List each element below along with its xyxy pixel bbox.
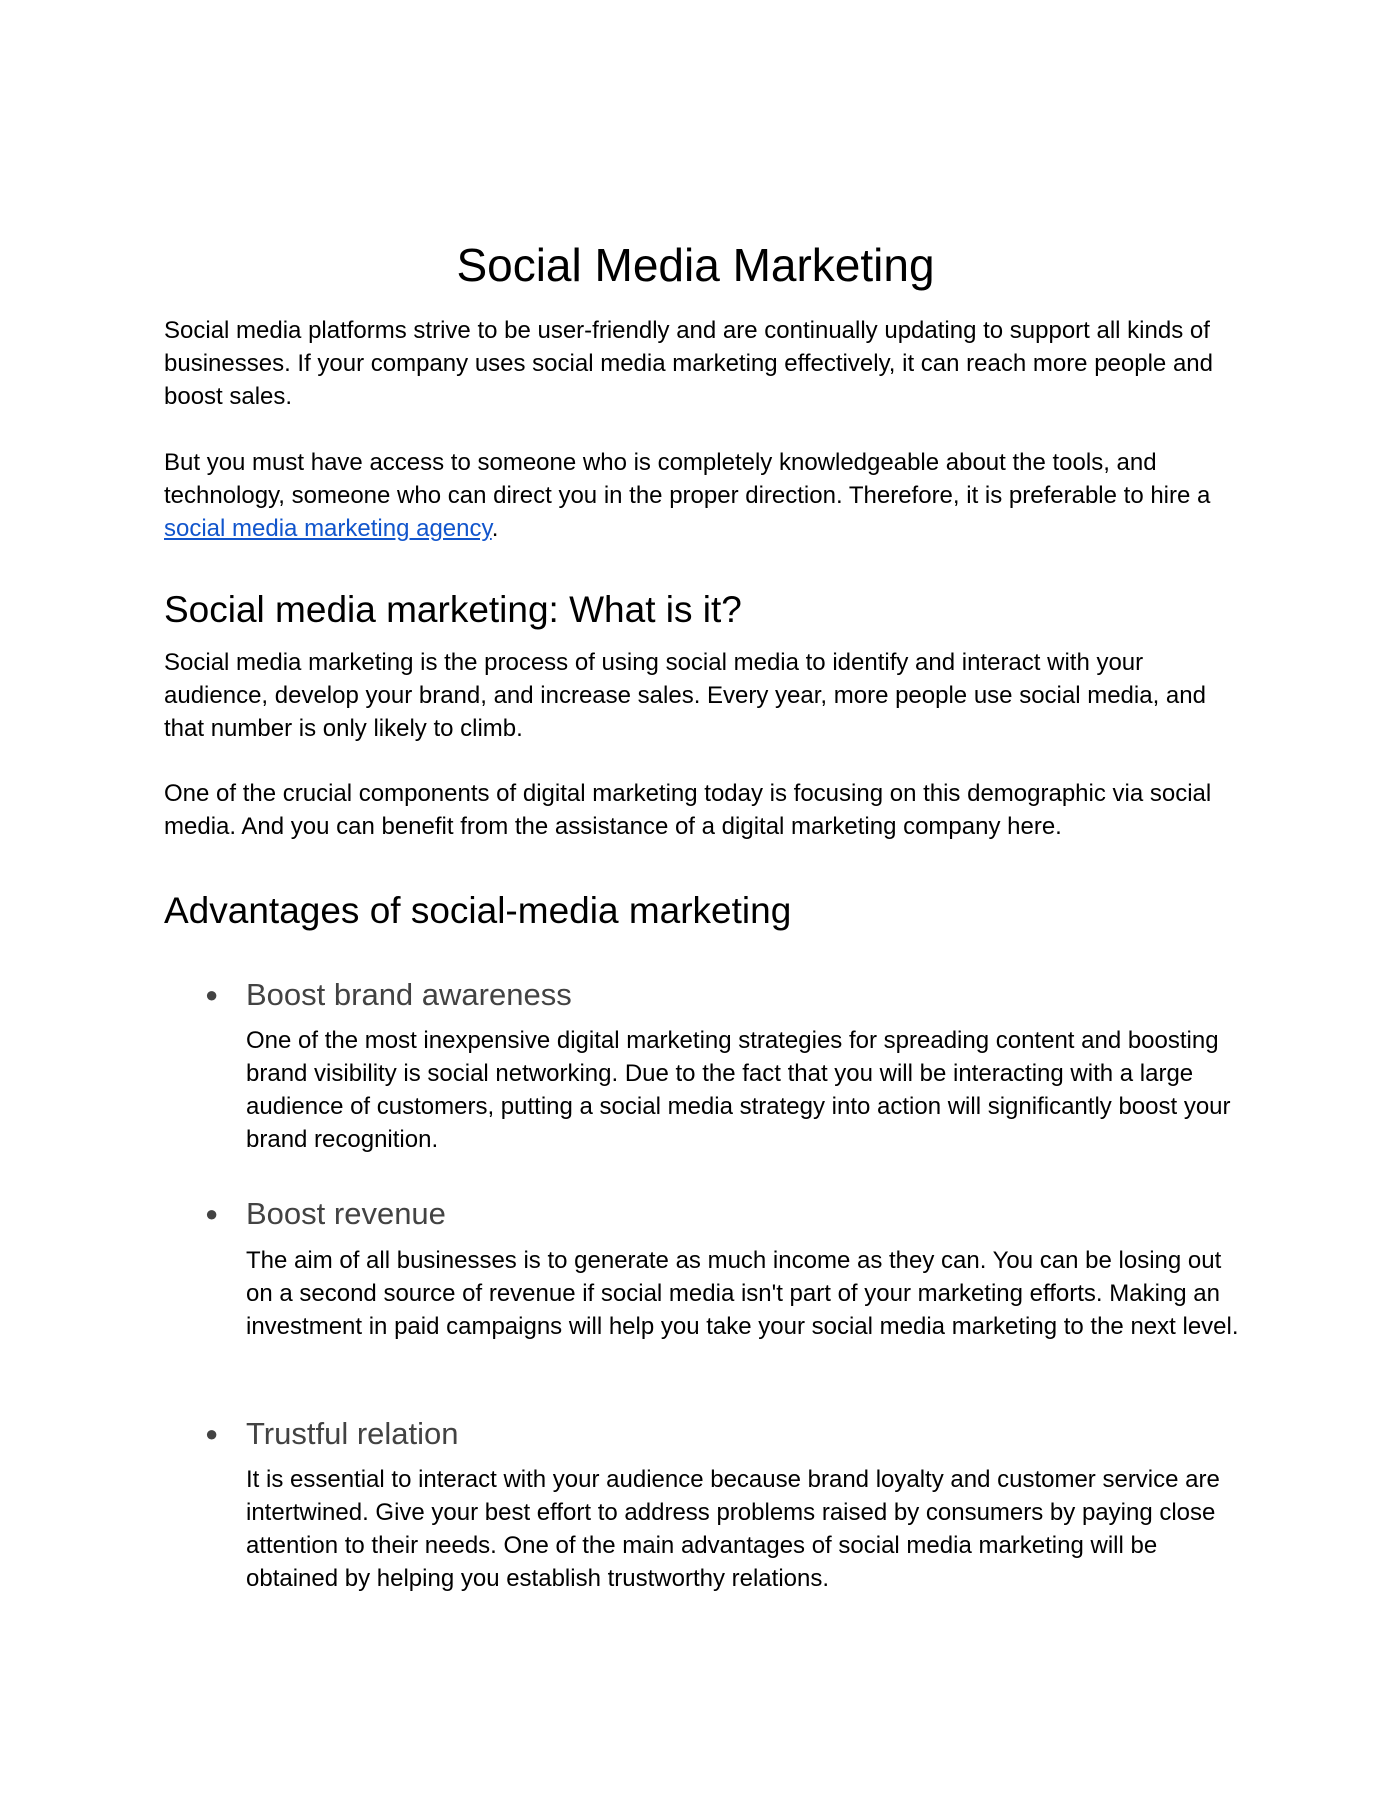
- intro-paragraph-2-end: .: [491, 515, 499, 542]
- advantage-text-trustful-relation: It is essential to interact with your audience because brand loyalty and customer service are intertwined. Give your best effort to address problems raised by consumers by paying close attention to their needs. One of the main advantages of social media marketing will be obtained by helping you establish trustworthy relations.: [246, 1466, 1220, 1592]
- agency-link[interactable]: social media marketing agency: [164, 515, 492, 542]
- document-title: Social Media Marketing: [456, 239, 935, 291]
- section-heading-what-is-it: Social media marketing: What is it?: [164, 589, 742, 630]
- advantage-text-revenue: The aim of all businesses is to generate as much income as they can. You can be losing out on a second source of revenue if social media isn't part of your marketing efforts. Making an investment in paid campaigns will help you take your social media marketing to the next level.: [246, 1247, 1239, 1340]
- bullet-icon: ●: [205, 1201, 219, 1226]
- advantage-heading-trustful-relation: Trustful relation: [246, 1416, 459, 1451]
- intro-paragraph-2: [164, 446, 1244, 545]
- bullet-icon: ●: [205, 1421, 219, 1446]
- advantage-text-brand-awareness: One of the most inexpensive digital marketing strategies for spreading content and boosting brand visibility is social networking. Due to the fact that you will be interacting with a large audience of customers, putting a social media strategy into action will significantly boost your brand recognition.: [246, 1027, 1231, 1153]
- advantage-heading-brand-awareness: Boost brand awareness: [246, 977, 572, 1012]
- section1-paragraph-2: One of the crucial components of digital marketing today is focusing on this demographic via social media. And you can benefit from the assistance of a digital marketing company here.: [164, 780, 1212, 840]
- section-heading-advantages: Advantages of social-media marketing: [164, 890, 792, 931]
- intro-paragraph-1: Social media platforms strive to be user-friendly and are continually updating to support all kinds of businesses. If your company uses social media marketing effectively, it can reach more people and boost sales.: [164, 317, 1213, 410]
- advantage-heading-revenue: Boost revenue: [246, 1196, 446, 1231]
- section1-paragraph-1: Social media marketing is the process of using social media to identify and interact with your audience, develop your brand, and increase sales. Every year, more people use social media, and that number is only likely to climb.: [164, 649, 1206, 742]
- intro-paragraph-2-text: But you must have access to someone who is completely knowledgeable about the tools, and technology, someone who can direct you in the proper direction. Therefore, it is preferable to hire a: [164, 449, 1211, 509]
- bullet-icon: ●: [205, 982, 219, 1007]
